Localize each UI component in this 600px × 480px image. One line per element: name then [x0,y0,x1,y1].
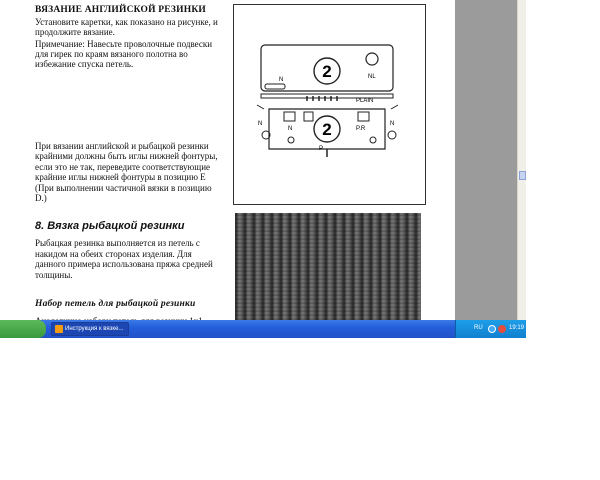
para2-line-1: При вязании английской и рыбацкой резинки [35,141,209,151]
clock[interactable]: 19:19 [509,325,525,331]
fisherman-rib-photo [235,213,421,320]
para2-line-3: если это не так, переведите соответствующие [35,162,210,172]
note-line-1: Примечание: Навесьте проволочные подвески [35,39,213,49]
top-right-label: NL [368,74,376,80]
carriage-diagram [233,4,426,205]
top-dial-number: 2 [322,62,332,81]
viewer-background [455,0,517,320]
bottom-left-label: N [258,121,263,127]
section1-line-1: Установите каретки, как показано на рисунке, и [35,17,218,27]
section1-heading: ВЯЗАНИЕ АНГЛИЙСКОЙ РЕЗИНКИ [35,5,206,15]
taskbar [0,320,526,338]
bottom-dial-number: 2 [322,120,332,139]
note-line-2: для гирек по краям вязаного полотна во [35,49,188,59]
top-left-label: N [279,77,284,83]
system-tray [455,320,526,338]
alert-icon[interactable] [498,325,506,333]
para2-line-6: D.) [35,193,47,203]
vertical-scrollbar[interactable] [517,0,526,320]
scrollbar-thumb[interactable] [519,171,526,180]
para2-line-2: крайними должны быть иглы нижней фонтуры, [35,151,218,161]
inner-left-label: N [288,126,293,132]
task-label: Инструкция к вязке... [65,326,124,332]
subheading: Набор петель для рыбацкой резинки [35,299,196,309]
plain-label: PLAIN [356,98,374,104]
section1-line-2: продолжите вязание. [35,27,115,37]
taskbar-task-button[interactable] [51,322,129,336]
network-icon[interactable] [488,325,496,333]
bottom-right-label: N [390,121,395,127]
language-indicator[interactable]: RU [474,325,483,331]
section8-heading: 8. Вязка рыбацкой резинки [35,220,185,232]
para3-line-3: данного примера использована пряжа средней [35,259,213,269]
start-button[interactable] [0,320,46,338]
document-icon [55,325,63,333]
para3-line-4: толщины. [35,270,73,280]
para2-line-5: (При выполнении частичной вязки в позицию [35,183,212,193]
inner-right-label: P.R [356,126,366,132]
note-line-3: избежание спуска петель. [35,59,134,69]
para3-line-2: накидом на обеих сторонах изделия. Для [35,249,192,259]
para2-line-4: крайние иглы нижней фонтуры в позицию Е [35,172,206,182]
pointer-label: P [319,146,324,152]
carriage-diagram-drawing [234,5,425,204]
para3-line-1: Рыбацкая резинка выполняется из петель с [35,238,200,248]
